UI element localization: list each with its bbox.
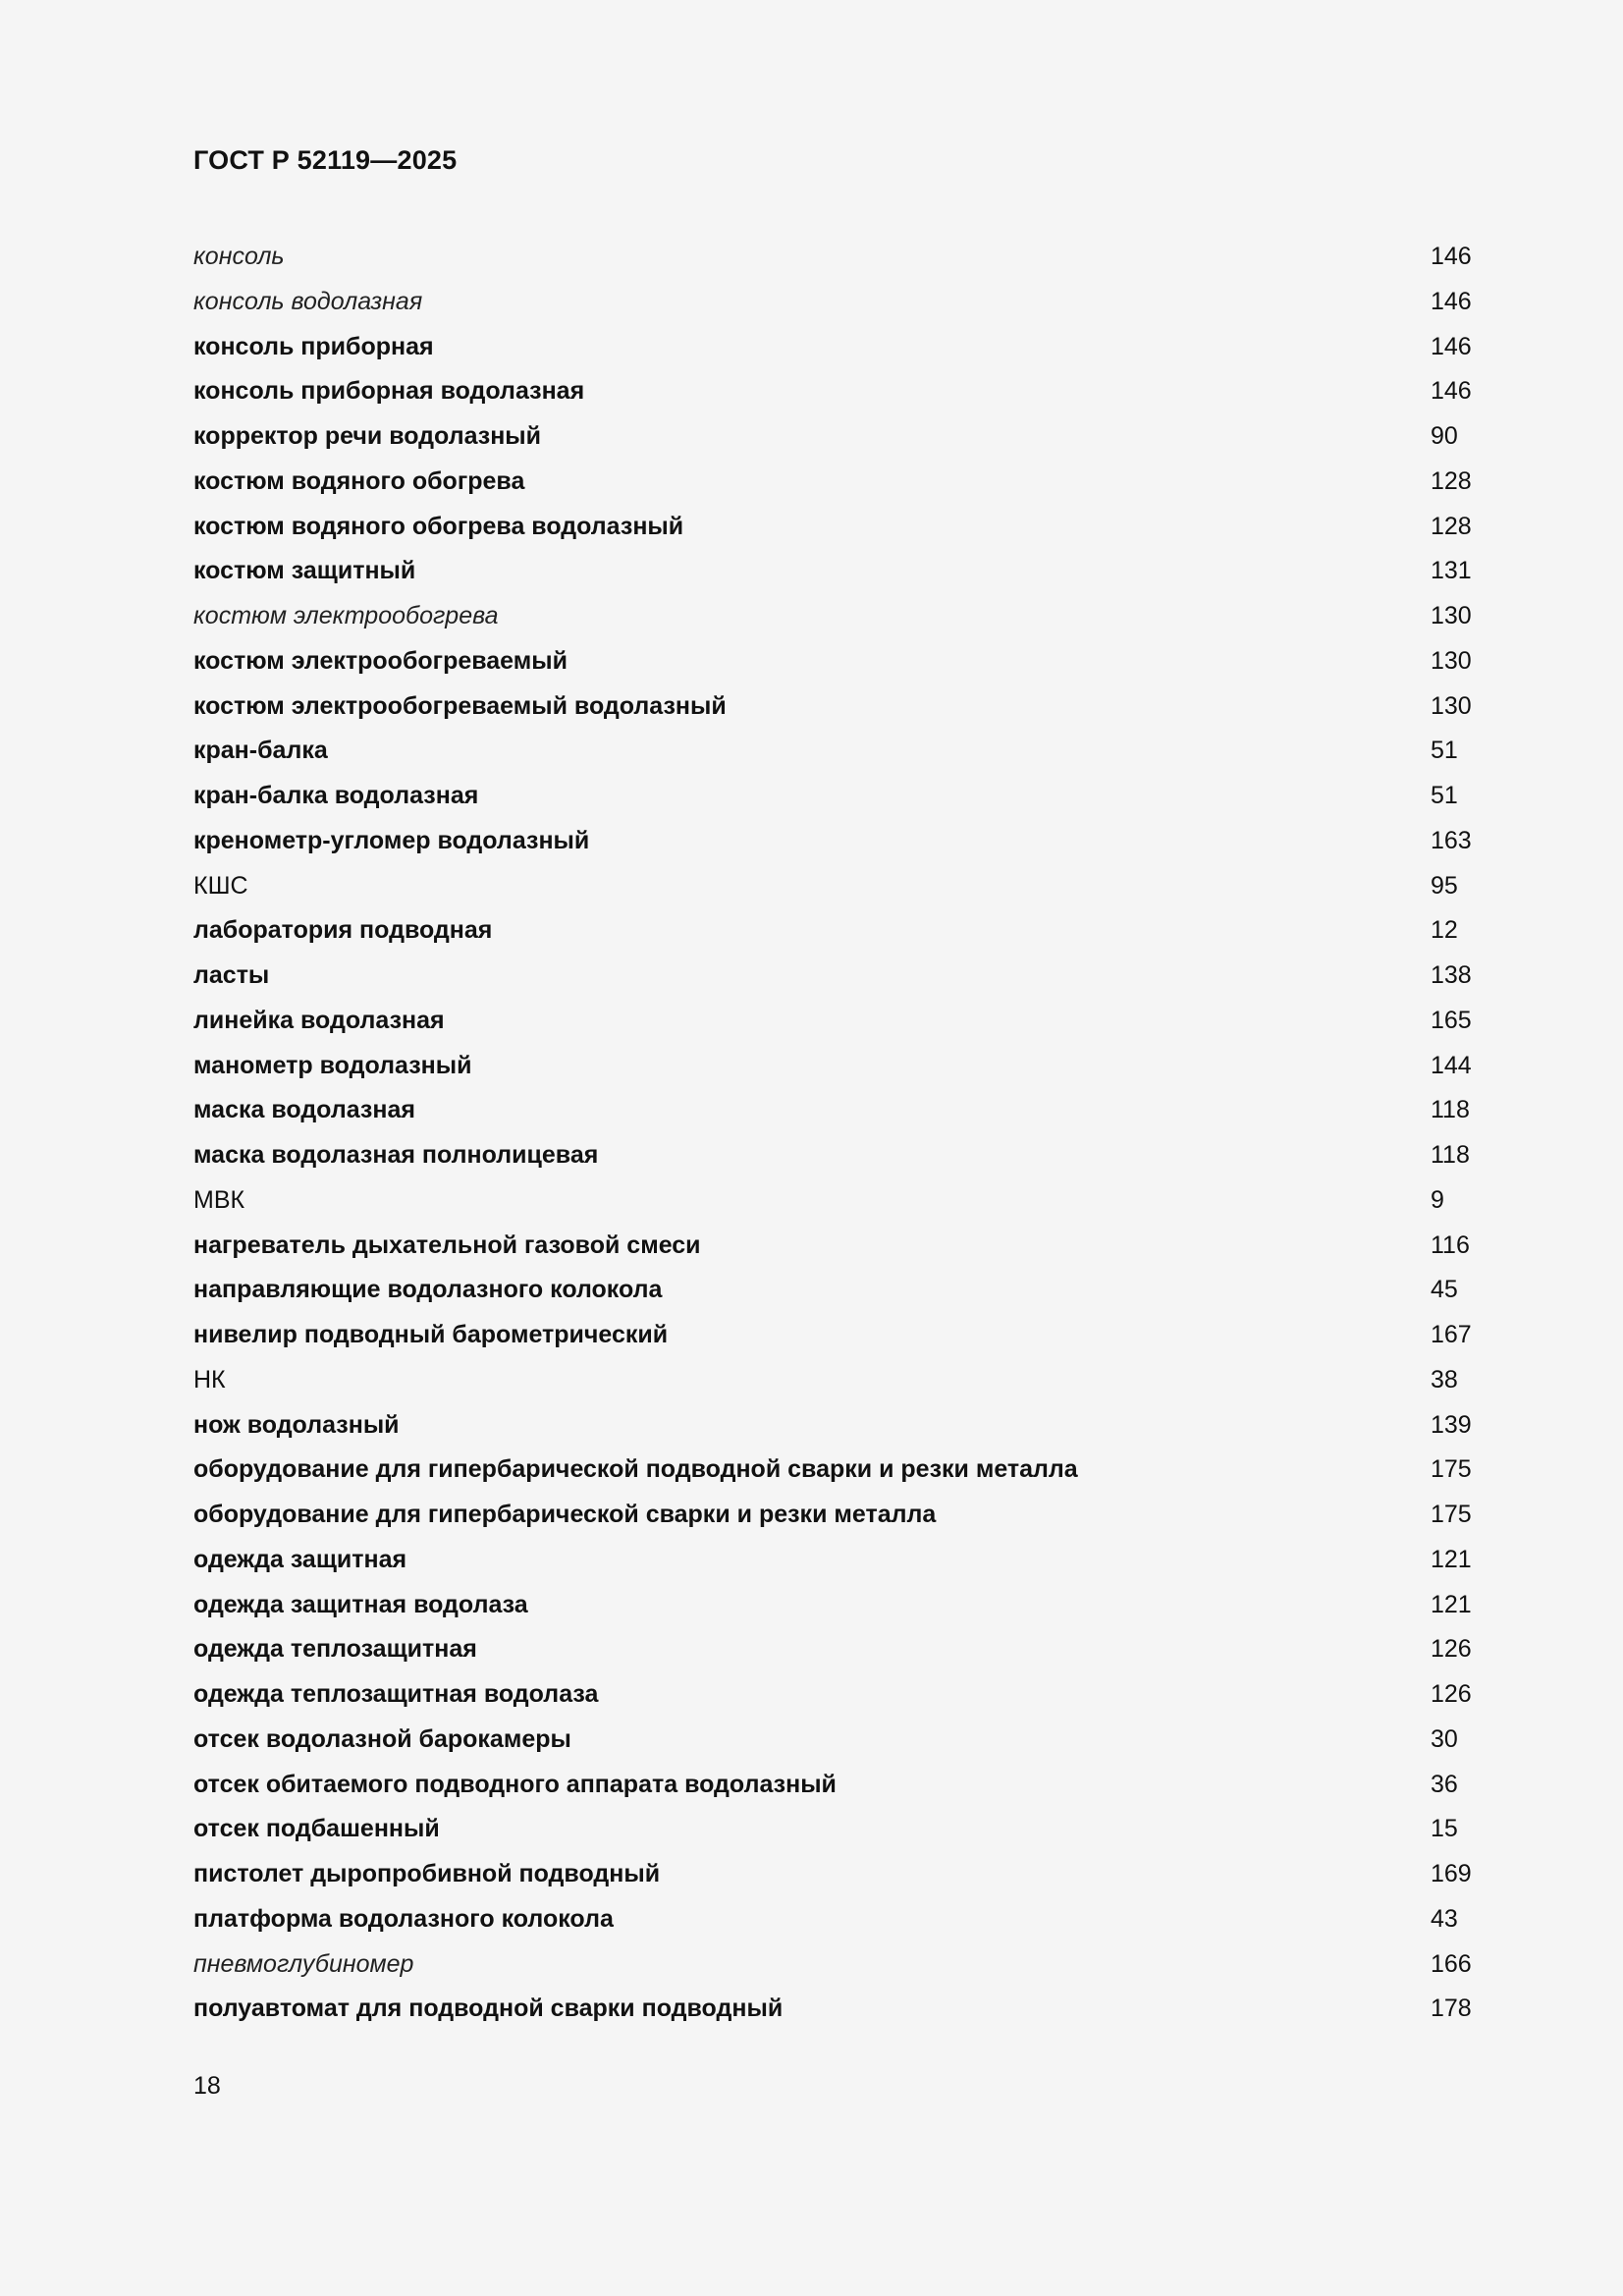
index-term: консоль приборная водолазная bbox=[193, 377, 585, 406]
index-entry bbox=[193, 1133, 1480, 1178]
index-term: костюм электрообогреваемый водолазный bbox=[193, 691, 727, 720]
index-entry bbox=[193, 1583, 1480, 1628]
index-term: пневмоглубиномер bbox=[193, 1949, 414, 1978]
index-page-ref: 128 bbox=[1431, 466, 1472, 495]
index-term: полуавтомат для подводной сварки подводный bbox=[193, 1995, 784, 2023]
index-term: отсек обитаемого подводного аппарата водолазный bbox=[193, 1770, 837, 1798]
index-entry bbox=[193, 325, 1480, 370]
index-term: направляющие водолазного колокола bbox=[193, 1276, 663, 1304]
index-term: маска водолазная полнолицевая bbox=[193, 1141, 599, 1169]
index-term: лаборатория подводная bbox=[193, 916, 493, 945]
index-term: консоль водолазная bbox=[193, 287, 423, 315]
index-term: оборудование для гипербарической подводной сварки и резки металла bbox=[193, 1455, 1078, 1484]
index-entry bbox=[193, 1313, 1480, 1358]
index-entry bbox=[193, 549, 1480, 594]
index-page-ref: 175 bbox=[1431, 1501, 1472, 1528]
index-term: кран-балка водолазная bbox=[193, 782, 479, 809]
index-entry bbox=[193, 954, 1480, 999]
index-term: пистолет дыропробивной подводный bbox=[193, 1860, 661, 1887]
index-page-ref: 12 bbox=[1431, 916, 1458, 945]
index-term: линейка водолазная bbox=[193, 1006, 445, 1034]
index-entry bbox=[193, 774, 1480, 819]
page-number: 18 bbox=[193, 2072, 221, 2100]
index-term: кран-балка bbox=[193, 737, 328, 765]
index-term: корректор речи водолазный bbox=[193, 422, 542, 450]
index-page-ref: 118 bbox=[1431, 1141, 1470, 1169]
index-page-ref: 163 bbox=[1431, 826, 1472, 854]
index-page-ref: 165 bbox=[1431, 1006, 1472, 1034]
index-page-ref: 95 bbox=[1431, 871, 1458, 900]
index-page-ref: 116 bbox=[1431, 1230, 1470, 1259]
index-entry bbox=[193, 1807, 1480, 1852]
index-term: одежда защитная водолаза bbox=[193, 1590, 528, 1618]
index-page-ref: 51 bbox=[1431, 737, 1458, 765]
index-entry bbox=[193, 729, 1480, 774]
index-entry bbox=[193, 1178, 1480, 1224]
index-page-ref: 9 bbox=[1431, 1185, 1444, 1214]
index-page-ref: 146 bbox=[1431, 287, 1472, 315]
index-term: КШС bbox=[193, 871, 248, 900]
index-term: отсек подбашенный bbox=[193, 1815, 440, 1843]
index-page-ref: 15 bbox=[1431, 1815, 1458, 1843]
index-entry bbox=[193, 864, 1480, 909]
index-entry bbox=[193, 1268, 1480, 1313]
index-page-ref: 121 bbox=[1431, 1545, 1472, 1573]
index-term: ласты bbox=[193, 961, 270, 989]
index-term: НК bbox=[193, 1365, 226, 1394]
index-entry bbox=[193, 1493, 1480, 1538]
index-term: одежда теплозащитная bbox=[193, 1635, 477, 1664]
index-page-ref: 121 bbox=[1431, 1590, 1472, 1618]
index-entry bbox=[193, 1358, 1480, 1403]
index-page-ref: 146 bbox=[1431, 243, 1472, 270]
index-page-ref: 167 bbox=[1431, 1321, 1472, 1348]
index-entry bbox=[193, 1224, 1480, 1269]
index-entry bbox=[193, 235, 1480, 280]
index-page-ref: 90 bbox=[1431, 422, 1458, 450]
index-entry bbox=[193, 1897, 1480, 1942]
index-entry bbox=[193, 639, 1480, 684]
index-page-ref: 36 bbox=[1431, 1770, 1458, 1798]
index-page-ref: 139 bbox=[1431, 1410, 1472, 1439]
index-page-ref: 169 bbox=[1431, 1860, 1472, 1887]
index-page-ref: 128 bbox=[1431, 512, 1472, 540]
index-term: консоль bbox=[193, 243, 285, 270]
index-entry bbox=[193, 1942, 1480, 1988]
index-entry bbox=[193, 280, 1480, 325]
index-page-ref: 146 bbox=[1431, 377, 1472, 406]
index-term: нивелир подводный барометрический bbox=[193, 1321, 669, 1348]
index-term: нагреватель дыхательной газовой смеси bbox=[193, 1230, 701, 1259]
index-entry bbox=[193, 1627, 1480, 1672]
index-page-ref: 30 bbox=[1431, 1724, 1458, 1753]
index-entry bbox=[193, 1718, 1480, 1763]
index-page-ref: 126 bbox=[1431, 1635, 1472, 1664]
index-entry bbox=[193, 505, 1480, 550]
index-entry bbox=[193, 1403, 1480, 1449]
index-entry bbox=[193, 369, 1480, 414]
index-list bbox=[193, 235, 1480, 2032]
index-page-ref: 146 bbox=[1431, 332, 1472, 360]
index-entry bbox=[193, 1987, 1480, 2032]
index-page-ref: 166 bbox=[1431, 1949, 1472, 1978]
index-entry bbox=[193, 1763, 1480, 1808]
index-page-ref: 130 bbox=[1431, 602, 1472, 629]
index-page-ref: 43 bbox=[1431, 1904, 1458, 1933]
index-entry bbox=[193, 1088, 1480, 1133]
index-term: платформа водолазного колокола bbox=[193, 1904, 614, 1933]
index-entry bbox=[193, 414, 1480, 460]
index-page-ref: 131 bbox=[1431, 557, 1472, 585]
index-entry bbox=[193, 1538, 1480, 1583]
index-term: нож водолазный bbox=[193, 1410, 400, 1439]
index-term: костюм электрообогрева bbox=[193, 602, 499, 629]
index-term: костюм водяного обогрева bbox=[193, 466, 525, 495]
index-term: одежда защитная bbox=[193, 1545, 407, 1573]
document-header: ГОСТ Р 52119—2025 bbox=[193, 145, 458, 175]
index-page-ref: 178 bbox=[1431, 1995, 1472, 2023]
index-term: маска водолазная bbox=[193, 1096, 415, 1124]
index-page-ref: 130 bbox=[1431, 646, 1472, 675]
index-entry bbox=[193, 819, 1480, 864]
index-entry bbox=[193, 684, 1480, 730]
index-page-ref: 175 bbox=[1431, 1455, 1472, 1484]
index-entry bbox=[193, 999, 1480, 1044]
index-entry bbox=[193, 594, 1480, 639]
index-page-ref: 51 bbox=[1431, 782, 1458, 809]
index-term: кренометр-угломер водолазный bbox=[193, 826, 590, 854]
index-entry bbox=[193, 908, 1480, 954]
index-page-ref: 45 bbox=[1431, 1276, 1458, 1304]
index-entry bbox=[193, 1672, 1480, 1718]
index-entry bbox=[193, 1044, 1480, 1089]
index-entry bbox=[193, 1448, 1480, 1493]
index-term: консоль приборная bbox=[193, 332, 434, 360]
index-page-ref: 144 bbox=[1431, 1051, 1472, 1079]
index-term: оборудование для гипербарической сварки и резки металла bbox=[193, 1501, 937, 1528]
index-page-ref: 118 bbox=[1431, 1096, 1470, 1124]
index-entry bbox=[193, 1852, 1480, 1897]
index-entry bbox=[193, 460, 1480, 505]
index-term: отсек водолазной барокамеры bbox=[193, 1724, 571, 1753]
index-page-ref: 126 bbox=[1431, 1680, 1472, 1708]
index-term: костюм электрообогреваемый bbox=[193, 646, 568, 675]
index-page-ref: 130 bbox=[1431, 691, 1472, 720]
index-term: костюм водяного обогрева водолазный bbox=[193, 512, 684, 540]
index-term: МВК bbox=[193, 1185, 245, 1214]
index-term: манометр водолазный bbox=[193, 1051, 472, 1079]
index-page-ref: 38 bbox=[1431, 1365, 1458, 1394]
index-term: костюм защитный bbox=[193, 557, 416, 585]
index-page-ref: 138 bbox=[1431, 961, 1472, 989]
index-term: одежда теплозащитная водолаза bbox=[193, 1680, 599, 1708]
